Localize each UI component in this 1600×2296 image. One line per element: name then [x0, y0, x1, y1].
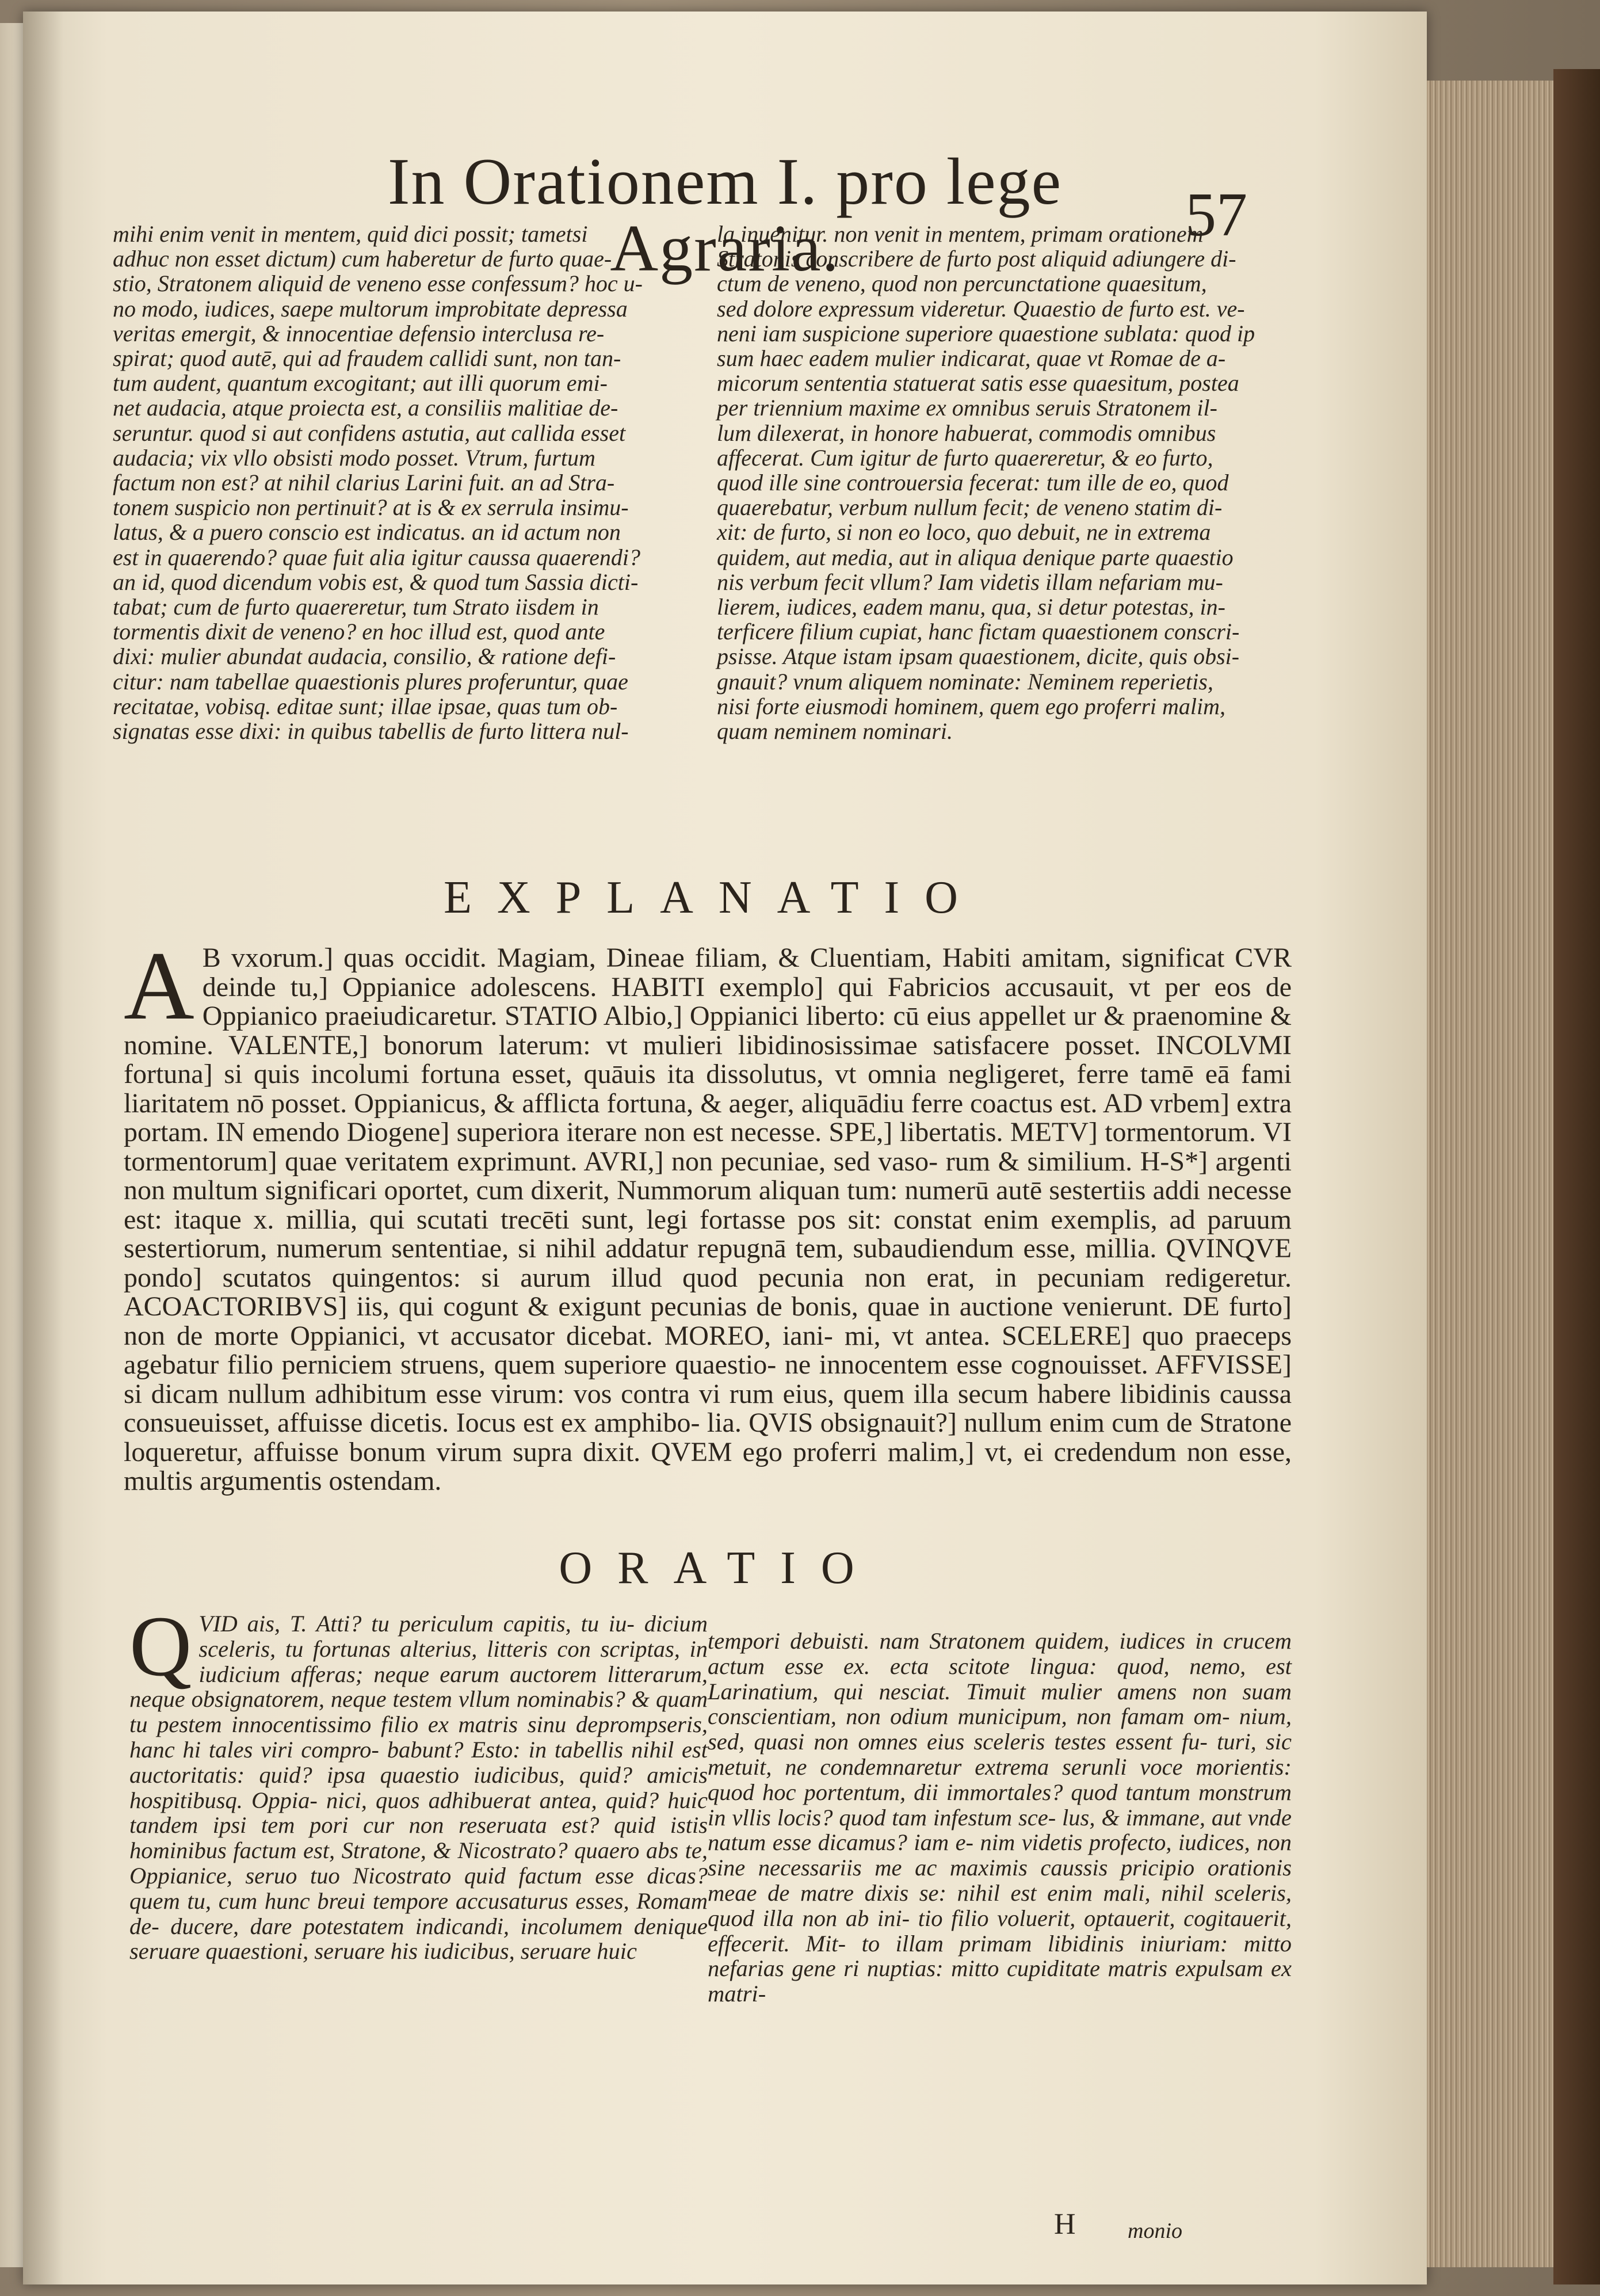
- explanatio-body: [124, 932, 1292, 1496]
- text-line: quam neminem nominari.: [717, 718, 953, 745]
- text-line: stio, Stratonem aliquid de veneno esse confessum? hoc u-: [113, 270, 643, 297]
- text-line: adhuc non esset dictum) cum haberetur de furto quae-: [113, 246, 612, 272]
- explanatio-drop-cap: A: [124, 932, 194, 1040]
- text-line: per triennium maxime ex omnibus seruis Stratonem il-: [717, 395, 1217, 421]
- text-line: mihi enim venit in mentem, quid dici possit; tametsi: [113, 221, 588, 247]
- text-line: veritas emergit, & innocentiae defensio interclusa re-: [113, 320, 605, 346]
- text-line: seruntur. quod si aut confidens astutia, aut callida esset: [113, 419, 626, 446]
- top-right-column: [717, 222, 1298, 743]
- text-line: psisse. Atque istam ipsam quaestionem, dicite, quis obsi-: [717, 643, 1240, 670]
- oratio-left-column: [129, 1599, 708, 1965]
- text-line: quaerebatur, verbum nullum fecit; de veneno statim di-: [717, 494, 1223, 521]
- text-line: spirat; quod autē, qui ad fraudem callidi sunt, non tan-: [113, 345, 621, 372]
- text-line: micorum sententia statuerat satis esse quaesitum, postea: [717, 370, 1239, 396]
- text-line: sum haec eadem mulier indicarat, quae vt Romae de a-: [717, 345, 1226, 372]
- text-line: tum audent, quantum excogitant; aut illi quorum emi-: [113, 370, 608, 396]
- text-line: no modo, iudices, saepe multorum improbitate depressa: [113, 295, 628, 322]
- running-head: In Orationem I. pro lege Agraria.: [387, 145, 1063, 285]
- catchword: monio: [1128, 2219, 1182, 2243]
- text-line: affecerat. Cum igitur de furto quaereretur, & eo furto,: [717, 444, 1213, 471]
- text-line: dixi: mulier abundat audacia, consilio, & ratione defi-: [113, 643, 616, 670]
- text-line: net audacia, atque proiecta est, a consiliis malitiae de-: [113, 395, 618, 421]
- text-line: lierem, iudices, eadem manu, qua, si detur potestas, in-: [717, 594, 1225, 620]
- text-line: quidem, aut media, aut in aliqua denique parte quaestio: [717, 544, 1234, 570]
- text-line: signatas esse dixi: in quibus tabellis de furto littera nul-: [113, 718, 629, 745]
- text-line: tonem suspicio non pertinuit? at is & ex serrula insimu-: [113, 494, 629, 521]
- oratio-left-text: VID ais, T. Atti? tu periculum capitis, tu iu- dicium sceleris, tu fortunas alterius, litteris con scriptas, in iudicium afferas; neque earum auctorem litterarum, neque obsignatorem, neque testem vllum nominabis? & quam tu pestem innocentissimo filio ex matris sinu deprompseris, hanc hi tales viri compro- babunt? Esto: in tabellis nihil est auctoritatis: quid? ipsa quaestio iudicibus, quid? amicis hospitibusq. Oppia- nici, quos adhibuerat antea, quid? huic tandem ipsi tem pori cur non reseruata est? quid istis hominibus factum est, Stratone, & Nicostrato? quaero abs te, Oppianice, seruo tuo Nicostrato quid factum esse dicas? quem tu, cum hunc breui tempore accusaturus esses, Romam de- ducere, dare potestatem indicandi, incolumem denique seruare quaestioni, seruare his iudicibus, seruare huic: [129, 1611, 708, 1965]
- text-line: neni iam suspicione superiore quaestione sublata: quod ip: [717, 320, 1255, 346]
- text-line: gnauit? vnum aliquem nominate: Neminem reperietis,: [717, 668, 1213, 695]
- spine-shadow: [23, 12, 63, 2284]
- text-line: citur: nam tabellae quaestionis plures proferuntur, quae: [113, 668, 628, 695]
- oratio-right-column: [708, 1628, 1292, 2007]
- text-line: terficere filium cupiat, hanc fictam quaestionem conscri-: [717, 619, 1240, 645]
- leather-binding: [1553, 69, 1600, 2284]
- text-line: est in quaerendo? quae fuit alia igitur caussa quaerendi?: [113, 544, 640, 570]
- text-line: audacia; vix vllo obsisti modo posset. Vtrum, furtum: [113, 444, 595, 471]
- text-line: la inuenitur. non venit in mentem, primam orationem: [717, 221, 1204, 247]
- text-line: an id, quod dicendum vobis est, & quod tum Sassia dicti-: [113, 569, 639, 595]
- text-line: nisi forte eiusmodi hominem, quem ego proferri malim,: [717, 693, 1226, 719]
- text-line: factum non est? at nihil clarius Larini fuit. an ad Stra-: [113, 470, 615, 496]
- text-line: tabat; cum de furto quaereretur, tum Strato iisdem in: [113, 594, 599, 620]
- page-number: 57: [1185, 181, 1247, 249]
- text-line: xit: de furto, si non eo loco, quo debuit, ne in extrema: [717, 519, 1211, 546]
- oratio-heading: ORATIO: [559, 1543, 880, 1593]
- top-left-column: [113, 222, 711, 743]
- text-line: tormentis dixit de veneno? en hoc illud est, quod ante: [113, 619, 605, 645]
- explanatio-heading: EXPLANATIO: [444, 872, 983, 923]
- explanatio-text: B vxorum.] quas occidit. Magiam, Dineae filiam, & Cluentiam, Habiti amitam, significat CVR deinde tu,] Oppianice adolescens. HABITI exemplo] qui Fabricios accusauit, vt per eos de Oppianico praeiudicaretur. STATIO Albio,] Oppianici liberto: cū eius appellet ur & praenomine & nomine. VALENTE,] bonorum laterum: vt mulieri libidinosissimae satisfacere posset. INCOLVMI fortuna] si quis incolumi fortuna esset, quāuis ita dissolutus, vt omnia negligeret, ferre tamē eā fami liaritatem nō posset. Oppianicus, & afflicta fortuna, & aeger, aliquādiu ferre coactus est. AD vrbem] extra portam. IN emendo Diogene] superiora iterare non est necesse. SPE,] libertatis. METV] tormentorum. VI tormentorum] quae veritatem exprimunt. AVRI,] non pecuniae, sed vaso- rum & similium. H-S*] argenti non multum significari oportet, cum dixerit, Nummorum aliquan tum: numerū autē sestertiis addi necesse est: itaque x. millia, qui scutati trecēti sunt, legi fortasse pos sit: constat enim exemplis, ad paruum sestertiorum, numerum sententiae, si nihil addatur repugnā tem, subaudiendum esse, millia. QVINQVE pondo] scutatos quingentos: si aurum illud quod pecunia non erat, in pecuniam redigeretur. ACOACTORIBVS] iis, qui cogunt & exigunt pecunias de bonis, quae in auctione venierunt. DE furto] non de morte Oppianici, vt accusator dicebat. MOREO, iani- mi, vt antea. SCELERE] quo praeceps agebatur filio perniciem struens, quem superiore quaestio- ne innocentem esse cognouisset. AFFVISSE] si dicam nullum adhibitum esse virum: vos contra vi rum eius, quem illa secum habere libidinis caussa consueuisset, affuisse dicetis. Iocus est ex amphibo- lia. QVIS obsignauit?] nullum enim cum de Stratone loqueretur, affuisse bonum virum supra dixit. QVEM ego proferri malim,] vt, ei credendum non esse, multis argumentis ostendam.: [124, 943, 1292, 1496]
- oratio-right-text: tempori debuisti. nam Stratonem quidem, iudices in crucem actum esse ex. ecta scitote lingua: quod, nemo, est Larinatium, qui nesciat. Timuit mulier amens non suam conscientiam, non odium municipum, non famam om- nium, sed, quasi non omnes eius sceleris testes essent fu- turi, sic metuit, ne condemnaretur extrema serunli voce morientis: quod hoc portentum, dii immortales? quod tantum monstrum in vllis locis? quod tam infestum sce- lus, & immane, aut vnde natum esse dicamus? iam e- nim videtis profecto, iudices, non sine necessariis me ac maximis caussis pricipio orationis meae de matre dixis se: nihil est enim mali, nihil sceleris, quod illa non ab ini- tio filio voluerit, optauerit, cogitauerit, effecerit. Mit- to illam primam libidinis iniuriam: mitto nefarias gene ri nuptias: mitto cupiditate matris expulsam ex matri-: [708, 1628, 1292, 2007]
- oratio-drop-cap: Q: [129, 1599, 192, 1694]
- signature-mark: H: [1054, 2208, 1076, 2241]
- text-line: ctum de veneno, quod non percunctatione quaesitum,: [717, 270, 1207, 297]
- text-line: sed dolore expressum videretur. Quaestio de furto est. ve-: [717, 295, 1245, 322]
- text-line: latus, & a puero conscio est indicatus. an id actum non: [113, 519, 621, 546]
- text-line: recitatae, vobisq. editae sunt; illae ipsae, quas tum ob-: [113, 693, 618, 719]
- text-line: lum dilexerat, in honore habuerat, commodis omnibus: [717, 419, 1216, 446]
- text-line: Stratonis conscribere de furto post aliquid adiungere di-: [717, 246, 1236, 272]
- text-line: nis verbum fecit vllum? Iam videtis illam nefariam mu-: [717, 569, 1223, 595]
- text-line: quod ille sine controuersia fecerat: tum ille de eo, quod: [717, 470, 1229, 496]
